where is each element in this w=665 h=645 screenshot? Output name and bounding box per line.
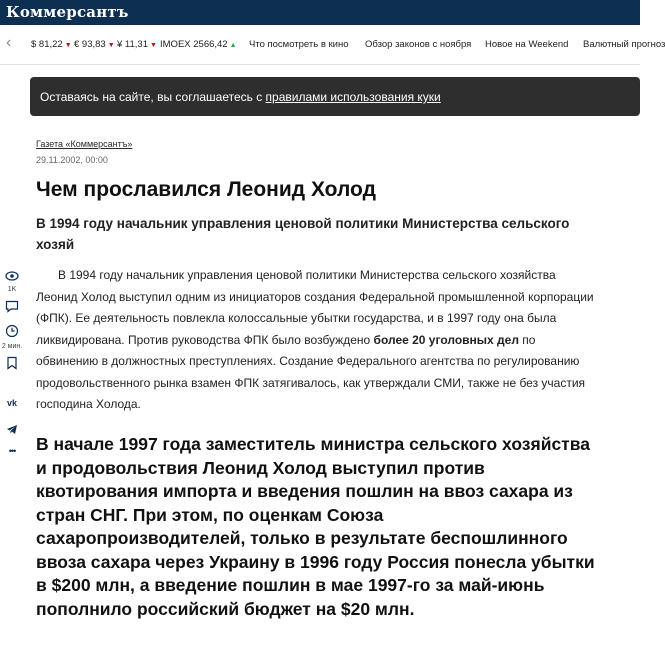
vk-icon: vk: [6, 398, 17, 408]
top-header: [0, 0, 640, 25]
paragraph-text: по обвинению в должностных преступлениях. Создание Федерального агентства по регулированию продовольственного рынка взамен ФПК затягивалось, как утверждали СМИ, также не без участия господина Холода.: [36, 332, 586, 411]
trend-up-icon: ▲: [229, 42, 237, 49]
more-dots-icon: •••: [8, 446, 16, 456]
quote-label: $ 81,22: [31, 39, 63, 50]
nav-link-currency-forecast[interactable]: Валютный прогноз: [583, 39, 665, 50]
comment-icon: [5, 300, 19, 313]
cookie-policy-link[interactable]: правилами использования куки: [265, 90, 441, 104]
quote-imoex[interactable]: [160, 39, 237, 50]
cookie-banner: [30, 77, 640, 116]
article-title: Чем прославился Леонид Холод: [36, 178, 376, 201]
quote-cny[interactable]: [117, 39, 157, 50]
quote-label: ¥ 11,31: [117, 39, 148, 50]
site-logo[interactable]: Коммерсантъ: [6, 3, 129, 21]
chevron-left-icon[interactable]: ‹: [6, 34, 12, 51]
share-telegram-button[interactable]: [0, 422, 24, 440]
cookie-text: [40, 90, 441, 104]
clock-icon: [5, 324, 19, 338]
article-highlight: В начале 1997 года заместитель министра сельского хозяйства и продовольствия Леонид Холод выступил против квотирования импорта и введения пошлин на ввоз сахара из стран СНГ. При этом, по оценкам Союза сахаропроизводителей, только в результате беспошлинного ввоза сахара через Украину в 1996 году Россия понесла убытки в $200 млн, а введение пошлин в мае 1997-го за май-июнь пополнило российский бюджет на $20 млн.: [36, 434, 595, 619]
read-time: [0, 324, 24, 350]
views-count: 1K: [7, 286, 17, 293]
paragraph-bold-text: более 20 уголовных дел: [373, 332, 519, 347]
eye-icon: [5, 271, 19, 281]
bookmark-button[interactable]: [0, 356, 24, 375]
cookie-message: Оставаясь на сайте, вы соглашаетесь с: [40, 90, 266, 104]
read-time-label: 2 мин.: [1, 343, 23, 350]
article-date: 29.11.2002, 00:00: [36, 155, 108, 165]
trend-down-icon: ▼: [150, 42, 157, 49]
quote-usd[interactable]: [31, 39, 72, 50]
ticker-bar: [0, 25, 665, 65]
article-paragraph: [36, 265, 596, 416]
nav-link-weekend[interactable]: Новое на Weekend: [485, 39, 569, 50]
more-share-button[interactable]: [0, 446, 24, 456]
paragraph-text: В 1994 году начальник управления ценовой политики Министерства сельского хозяйства Леонид Холод выступил одним из инициаторов создания Федеральной промышленной корпорации (ФПК). Ее деятельность повлекла колоссальные убытки государства, и в 1997 году она была ликвидирована. Против руководства ФПК было возбуждено: [36, 268, 594, 347]
bookmark-icon: [6, 356, 18, 370]
comment-button[interactable]: [0, 300, 24, 318]
trend-down-icon: ▼: [64, 42, 72, 49]
views-counter: [0, 268, 24, 293]
quote-label: € 93,83: [74, 39, 106, 50]
quote-label: IMOEX 2566,42: [160, 39, 228, 50]
share-vk-button[interactable]: [0, 398, 24, 408]
quote-eur[interactable]: [74, 39, 115, 50]
trend-down-icon: ▼: [107, 42, 115, 49]
telegram-icon: [6, 424, 18, 435]
nav-link-cinema[interactable]: Что посмотреть в кино: [249, 39, 349, 50]
article-source-link[interactable]: Газета «Коммерсантъ»: [36, 139, 133, 149]
article-lead: В 1994 году начальник управления ценовой политики Министерства сельского хозяй: [36, 216, 570, 252]
nav-link-laws[interactable]: Обзор законов с ноября: [365, 39, 472, 50]
